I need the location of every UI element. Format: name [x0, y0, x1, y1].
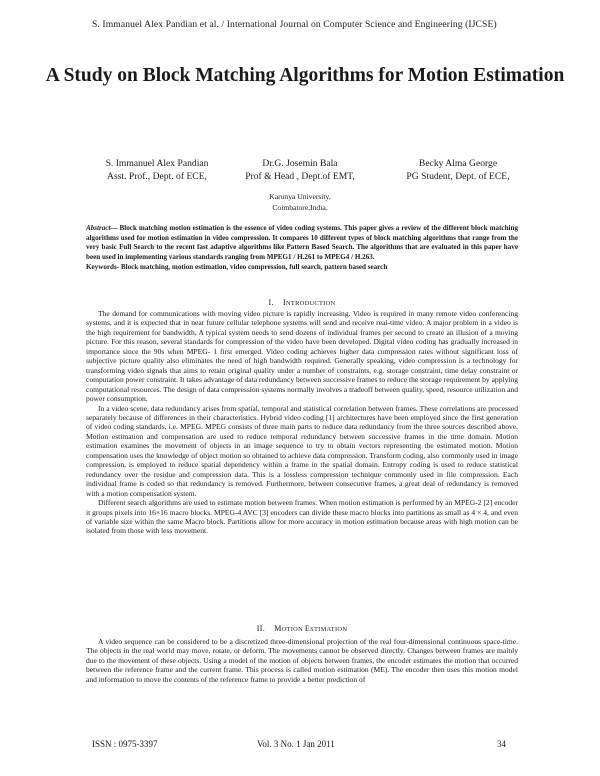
author-position: Asst. Prof., Dept. of ECE,: [107, 171, 207, 182]
affiliation: [210, 191, 390, 213]
paragraph: In a video scene, data redundancy arises from spatial, temporal and statistical correlation between frames. These correlations are processed separately because of differences in their characteristics. Hybrid video coding [1] architectures have been employed since the first generation of video coding standards, i.e. MPEG. MPEG consists of three main parts to reduce data redundancy from the three sources described above. Motion estimation and compensation are used to reduce temporal redundancy between successive frames in the time domain. Motion estimation examines the movement of objects in an image sequence to try to obtain vectors representing the estimated motion. Motion compensation uses the knowledge of object motion so obtained to achieve data compression. Transform coding, also commonly used in image compression, is employed to reduce spatial dependency within a frame in the spatial domain. Entropy coding is used to reduce statistical redundancy over the residue and compression data. This is a lossless compression technique commonly used in file compression. Each individual frame is coded so that redundancy is removed. Furthermore, between consecutive frames, a great deal of redundancy is removed with a motion compensation system.: [86, 403, 518, 498]
section-title-rest: STIMATION: [310, 626, 348, 633]
abstract: [86, 224, 518, 273]
author-position: Prof & Head , Dept.of EMT,: [245, 171, 355, 182]
abstract-text: — Block matching motion estimation is the essence of video coding systems. This paper gives a review of the different block matching algorithms used for motion estimation in video compression. It compares 10 different types of block matching algorithms that range from the very basic Full Search to the recent fast adaptive algorithms like Pattern Based Search. The algorithms that are evaluated in this paper have been used in implementing various standards ranging from MPEG1 / H.261 to MPEG4 / H.263.: [86, 224, 518, 262]
paragraph: A video sequence can be considered to be a discretized three-dimensional projection of the real four-dimensional continuous space-time. The objects in the real world may move, rotate, or deform. The movements cannot be observed directly. Changes between frames are mainly due to the movement of these objects. Using a model of the motion of objects between frames, the encoder estimates the motion that occurred between the reference frame and the current frame. This process is called motion estimation (ME). The encoder then uses this motion model and information to move the contents of the reference frame to provide a better prediction of: [86, 637, 518, 684]
section-title-rest: OTION: [281, 626, 305, 633]
author-name: Becky Alma George: [418, 158, 498, 169]
section-number: I.: [268, 298, 274, 307]
running-header: S. Immanuel Alex Pandian et al. / International Journal on Computer Science and Engineering (IJCSE): [92, 19, 497, 30]
paper-title: A Study on Block Matching Algorithms for Motion Estimation: [45, 65, 565, 86]
footer-page-number: 34: [497, 739, 506, 749]
section-body-motion-estimation: [86, 637, 518, 684]
section-heading-introduction: [86, 298, 518, 307]
paragraph: The demand for communications with moving video picture is rapidly increasing. Video is required in many remote video conferencing systems, and it is expected that in near future cellular telephone systems will send and receive real-time video. A major problem in a video is the high requirement for bandwidth. A typical system needs to send dozens of individual frames per second to create an illusion of a moving picture. For this reason, several standards for compression of the video have been developed. Digital video coding has gradually increased in importance since the 90s when MPEG- 1 first emerged. Video coding achieves higher data compression rates without significant loss of subjective picture quality also eliminates the need of high bandwidth required. Generally speaking, video compression is a technology for transforming video signals that aims to retain original quality under a number of constraints, e.g. storage constraint, time delay constraint or computation power constraint. It takes advantage of data redundancy between successive frames to reduce the storage requirement by applying computational resources. The design of data compression systems normally involves a tradeoff between quality, speed, resource utilization and power consumption.: [86, 309, 518, 404]
keywords: Keywords- Block matching, motion estimation, video compression, full search, pattern based search: [86, 262, 388, 271]
author-name: Dr.G. Josemin Bala: [262, 158, 338, 169]
section-number: II.: [256, 624, 265, 633]
section-title-initial: M: [274, 624, 282, 633]
section-body-introduction: [86, 309, 518, 536]
paragraph: Different search algorithms are used to estimate motion between frames. When motion estimation is performed by an MPEG-2 [2] encoder it groups pixels into 16×16 macro blocks. MPEG-4 AVC [3] encoders can divide these macro blocks into partitions as small as 4 × 4, and even of variable size within the same Macro block. Partitions allow for more accuracy in motion estimation because areas with high motion can be isolated from those with less movement.: [86, 498, 518, 536]
affiliation-line: Karunya University,: [269, 192, 331, 201]
section-title-rest: NTRODUCTION: [285, 300, 336, 307]
author-position: PG Student, Dept. of ECE,: [406, 171, 510, 182]
abstract-label: Abstract: [86, 224, 111, 232]
section-title-initial: E: [304, 624, 311, 633]
footer-volume: Vol. 3 No. 1 Jan 2011: [257, 739, 335, 749]
author-block-2: [215, 157, 385, 183]
footer-issn: ISSN : 0975-3397: [92, 739, 158, 749]
section-heading-motion-estimation: [86, 624, 518, 633]
affiliation-line: Coimbatore,India.: [272, 203, 328, 212]
author-block-3: [373, 157, 543, 183]
section-title-initial: I: [283, 298, 286, 307]
author-name: S. Immanuel Alex Pandian: [105, 158, 209, 169]
